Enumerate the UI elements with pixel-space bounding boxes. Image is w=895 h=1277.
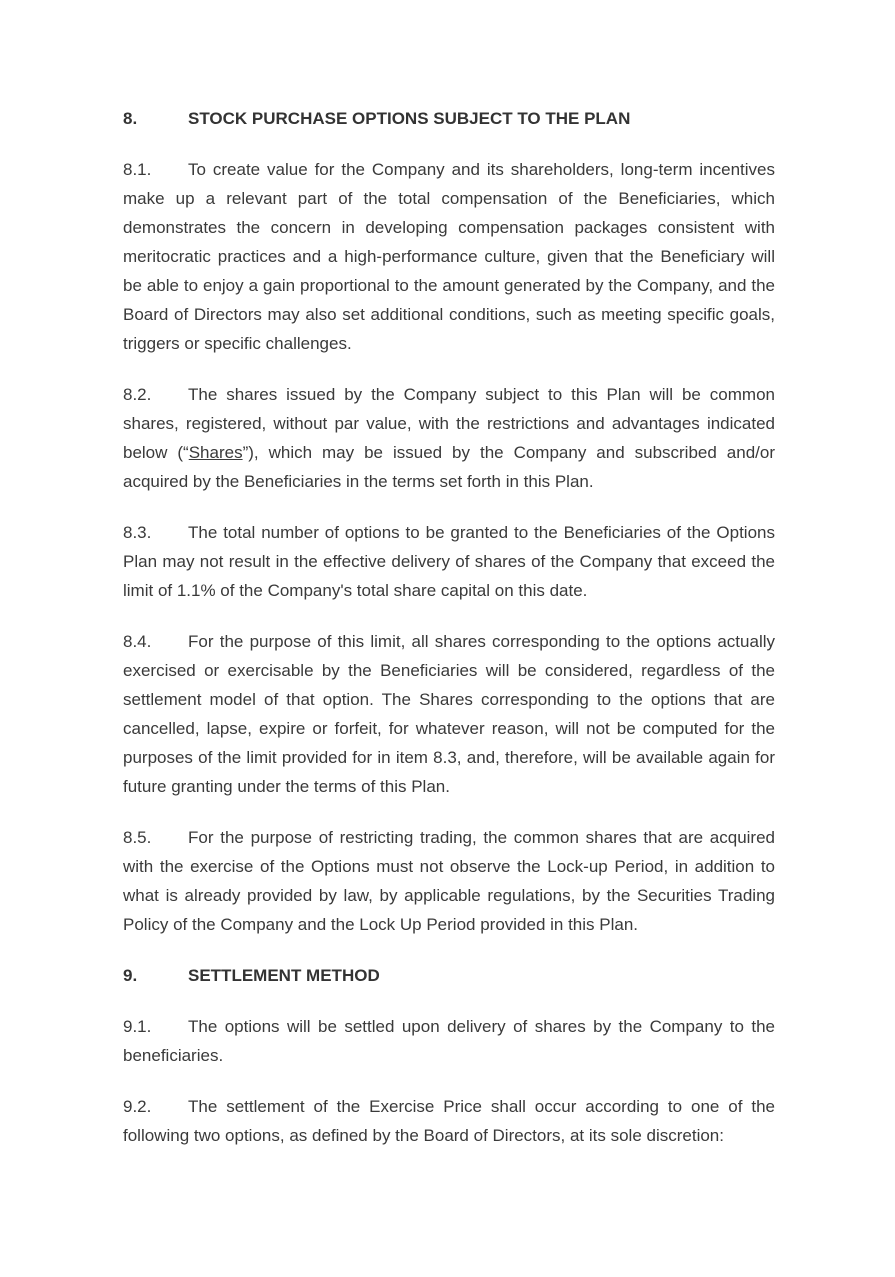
clause-text: The total number of options to be granted to the Beneficiaries of the Options Plan may not result in the effective delivery of shares of the Company that exceed the limit of 1.1% of the Company's total share capital on this date. [123, 523, 775, 600]
clause-text-continued: ”), which may be issued by the Company and subscribed and/or acquired by the Beneficiaries in the terms set forth in this Plan. [123, 443, 775, 491]
clause-9-2 [123, 1092, 775, 1150]
clause-text: The options will be settled upon delivery of shares by the Company to the beneficiaries. [123, 1017, 775, 1065]
clause-8-2 [123, 380, 775, 496]
clause-number: 8.1. [123, 160, 152, 179]
clause-text: The settlement of the Exercise Price shall occur according to one of the following two options, as defined by the Board of Directors, at its sole discretion: [123, 1097, 775, 1145]
defined-term-shares: Shares [188, 443, 243, 462]
clause-number: 9.2. [123, 1097, 152, 1116]
section-9-heading [123, 961, 775, 990]
clause-text: For the purpose of restricting trading, the common shares that are acquired with the exercise of the Options must not observe the Lock-up Period, in addition to what is already provided by law, by applicable regulations, by the Securities Trading Policy of the Company and the Lock Up Period provided in this Plan. [123, 828, 775, 934]
clause-8-1 [123, 155, 775, 358]
clause-9-1 [123, 1012, 775, 1070]
clause-text: For the purpose of this limit, all shares corresponding to the options actually exercised or exercisable by the Beneficiaries will be considered, regardless of the settlement model of that option. The Shares corresponding to the options that are cancelled, lapse, expire or forfeit, for whatever reason, will not be computed for the purposes of the limit provided for in item 8.3, and, therefore, will be available again for future granting under the terms of this Plan. [123, 632, 775, 796]
clause-number: 9.1. [123, 1017, 152, 1036]
section-title: STOCK PURCHASE OPTIONS SUBJECT TO THE PLAN [188, 109, 631, 128]
section-title: SETTLEMENT METHOD [188, 966, 380, 985]
clause-8-3 [123, 518, 775, 605]
clause-8-5 [123, 823, 775, 939]
section-number: 9. [123, 966, 138, 985]
section-number: 8. [123, 109, 138, 128]
section-8-heading [123, 104, 775, 133]
clause-number: 8.4. [123, 632, 152, 651]
clause-number: 8.2. [123, 385, 152, 404]
document-page [123, 104, 775, 1172]
clause-text: The shares issued by the Company subject to this Plan will be common shares, registered, without par value, with the restrictions and advantages indicated below (“ [123, 385, 775, 462]
clause-text: To create value for the Company and its shareholders, long-term incentives make up a relevant part of the total compensation of the Beneficiaries, which demonstrates the concern in developing compensation packages consistent with meritocratic practices and a high-performance culture, given that the Beneficiary will be able to enjoy a gain proportional to the amount generated by the Company, and the Board of Directors may also set additional conditions, such as meeting specific goals, triggers or specific challenges. [123, 160, 775, 353]
clause-number: 8.3. [123, 523, 152, 542]
clause-8-4 [123, 627, 775, 801]
clause-number: 8.5. [123, 828, 152, 847]
